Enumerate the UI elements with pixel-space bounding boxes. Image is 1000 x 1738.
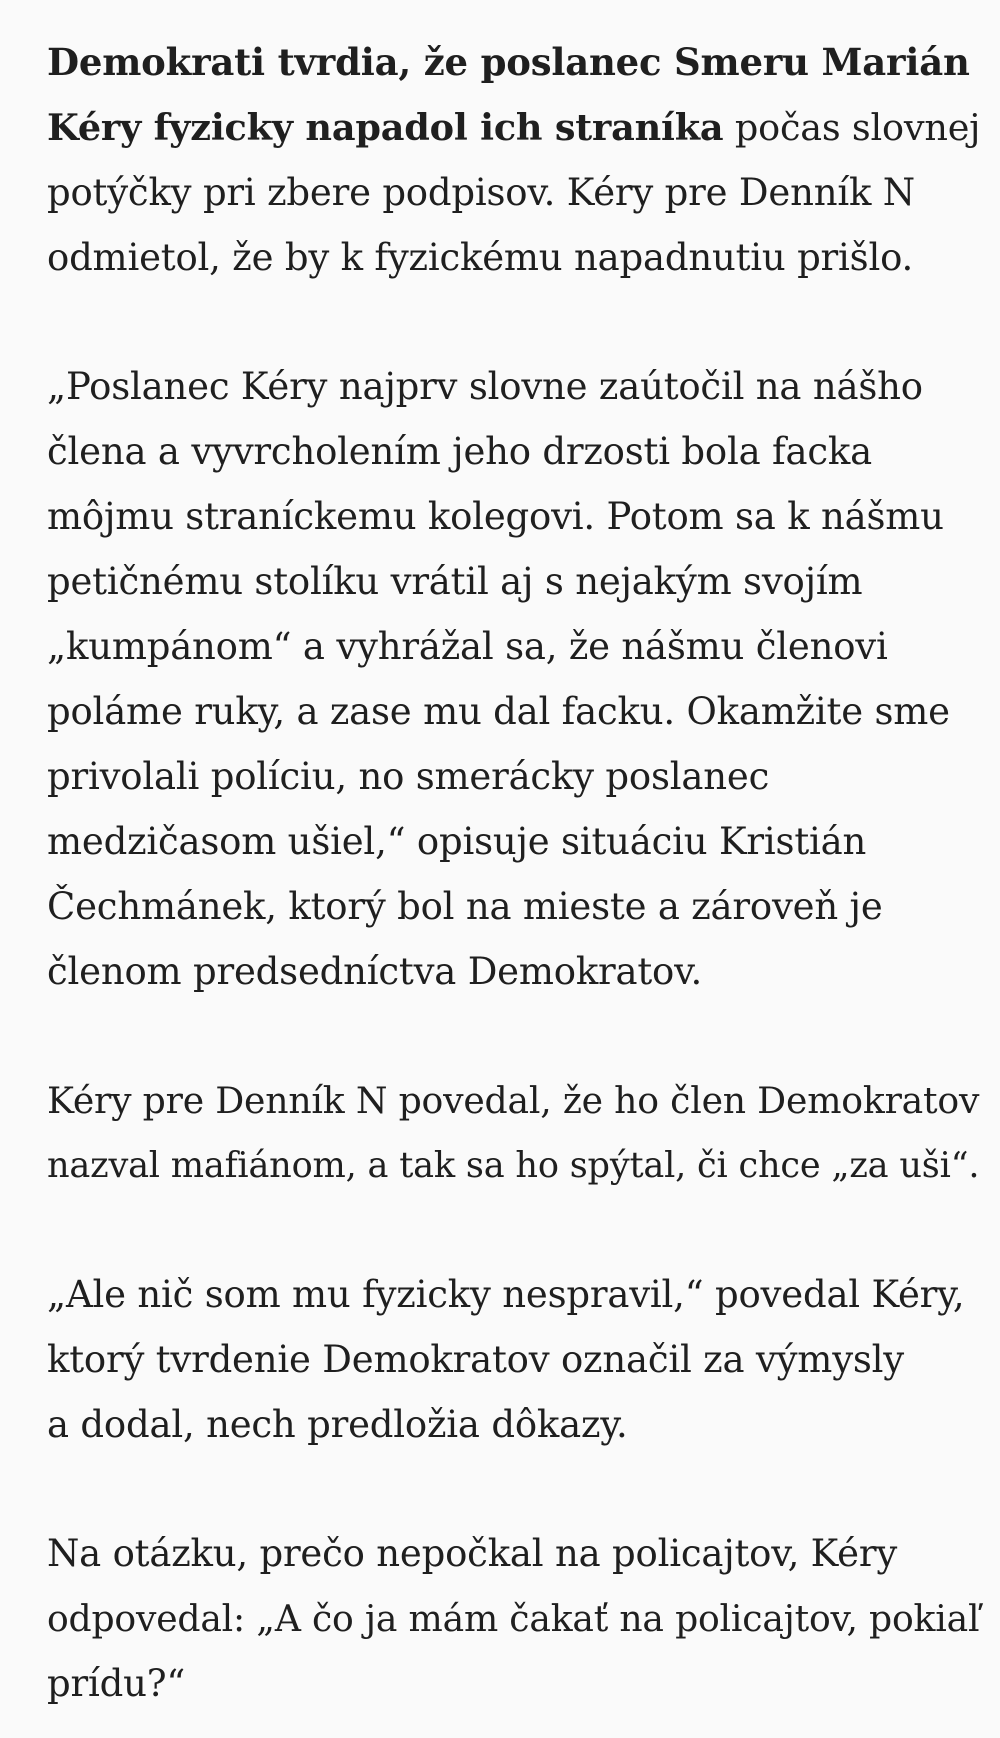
paragraph-line: privolali políciu, no smerácky poslanec	[47, 755, 770, 798]
paragraph-line: Kéry pre Denník N povedal, že ho člen Demokratov	[47, 1079, 980, 1122]
article-paragraph-4	[47, 1262, 965, 1457]
paragraph-line	[47, 95, 981, 160]
paragraph-line: Čechmánek, ktorý bol na mieste a zároveň je	[47, 885, 883, 928]
paragraph-line: nazval mafiánom, a tak sa ho spýtal, či chce „za uši“.	[47, 1145, 980, 1186]
article-paragraph-1	[47, 30, 981, 290]
paragraph-line	[47, 30, 970, 95]
lead-text: Demokrati tvrdia, že poslanec Smeru Marián	[47, 40, 970, 84]
paragraph-line: členom predsedníctva Demokratov.	[47, 950, 703, 993]
paragraph-line: prídu?“	[47, 1662, 186, 1705]
paragraph-line: medzičasom ušiel,“ opisuje situáciu Kristián	[47, 820, 867, 863]
body-text: odmietol, že by k fyzickému napadnutiu prišlo.	[47, 236, 914, 279]
paragraph-line: môjmu straníckemu kolegovi. Potom sa k nášmu	[47, 495, 944, 538]
paragraph-line	[47, 160, 960, 225]
paragraph-line: poláme ruky, a zase mu dal facku. Okamžite sme	[47, 690, 950, 733]
paragraph-line: petičnému stolíku vrátil aj s nejakým svojím	[47, 560, 863, 603]
body-text: potýčky pri zbere podpisov. Kéry pre Denník N	[47, 171, 915, 214]
paragraph-line: ktorý tvrdenie Demokratov označil za výmysly	[47, 1338, 905, 1381]
article-paragraph-3	[47, 1068, 980, 1198]
paragraph-line: Na otázku, prečo nepočkal na policajtov, Kéry	[47, 1532, 898, 1575]
paragraph-line: „Ale nič som mu fyzicky nespravil,“ povedal Kéry,	[47, 1273, 965, 1316]
paragraph-line: a dodal, nech predložia dôkazy.	[47, 1403, 628, 1446]
lead-text: Kéry fyzicky napadol ich straníka	[47, 106, 724, 149]
body-text: počas slovnej	[723, 106, 981, 149]
article-paragraph-5	[47, 1521, 980, 1716]
paragraph-line: „Poslanec Kéry najprv slovne zaútočil na nášho	[47, 365, 923, 408]
paragraph-line: „kumpánom“ a vyhrážal sa, že nášmu členovi	[47, 625, 888, 668]
paragraph-line: člena a vyvrcholením jeho drzosti bola facka	[47, 430, 872, 473]
paragraph-line: odpovedal: „A čo ja mám čakať na policajtov, pokiaľ	[47, 1597, 980, 1640]
article-paragraph-2	[47, 354, 960, 1004]
paragraph-line	[47, 225, 960, 290]
